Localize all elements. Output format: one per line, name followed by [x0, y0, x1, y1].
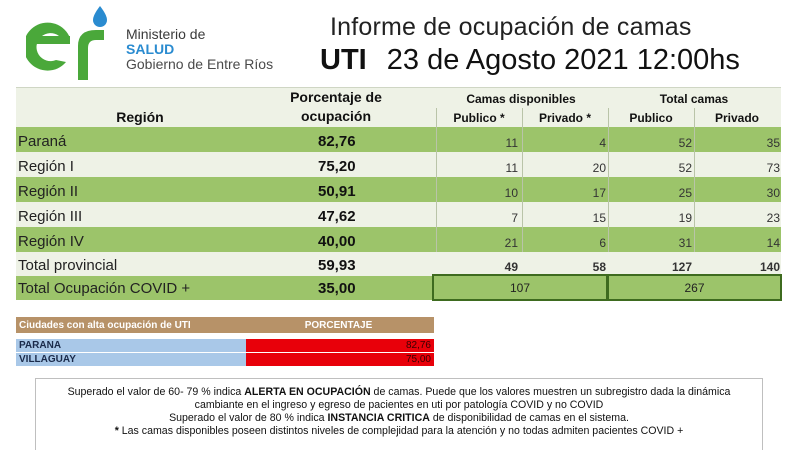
- note-asterisk: *: [114, 425, 119, 437]
- row-tot-pub: 52: [678, 161, 692, 175]
- note-line-3: [36, 412, 762, 425]
- header-available-publico: Publico *: [453, 111, 505, 125]
- row-pct: 75,20: [318, 158, 356, 175]
- column-divider: [608, 108, 609, 276]
- row-pct: 59,93: [318, 257, 356, 274]
- row-tot-pub: 52: [678, 136, 692, 150]
- ministry-line3: Gobierno de Entre Ríos: [126, 56, 274, 72]
- note-text: de disponibilidad de camas en el sistema.: [429, 412, 629, 424]
- ministry-line1: Ministerio de: [126, 26, 206, 42]
- report-subtitle: [320, 44, 740, 77]
- ministry-line2: SALUD: [126, 41, 175, 57]
- city-pct: 75,00: [246, 353, 434, 367]
- report-date: 23 de Agosto 2021 12:00hs: [386, 44, 740, 76]
- row-name: Región IV: [18, 233, 84, 250]
- row-tot-pub: 127: [671, 260, 692, 274]
- table-row-total: [16, 252, 781, 276]
- row-avail-priv: 4: [599, 136, 606, 150]
- header-total: Total camas: [659, 92, 729, 106]
- row-avail-pub: 49: [504, 260, 518, 274]
- row-tot-pub: 31: [678, 236, 692, 250]
- column-divider: [436, 108, 437, 276]
- row-name: Paraná: [18, 133, 67, 150]
- notes-box: [35, 378, 763, 450]
- row-pct: 40,00: [318, 233, 356, 250]
- row-name: Total provincial: [18, 257, 118, 274]
- row-avail-priv: 6: [599, 236, 606, 250]
- note-text: Superado el valor de 60- 79 % indica: [67, 386, 245, 398]
- table-row: [16, 127, 781, 152]
- note-text: Las camas disponibles poseen distintos niveles de complejidad para la atención y no todas admiten pacientes COVID +: [118, 425, 684, 437]
- table-row: [16, 202, 781, 227]
- row-avail-priv: 17: [592, 186, 606, 200]
- high-occupancy-cities: [16, 317, 434, 367]
- row-tot-pub: 25: [678, 186, 692, 200]
- note-text: de camas. Puede que los valores muestren un subregistro dada la dinámica: [370, 386, 731, 398]
- table-row: [16, 152, 781, 177]
- cities-header: [16, 317, 434, 333]
- row-avail-priv: 15: [592, 211, 606, 225]
- city-row: [16, 339, 434, 353]
- header-region: Región: [116, 109, 164, 125]
- row-avail-priv: 58: [592, 260, 606, 274]
- row-tot-priv: 35: [766, 136, 780, 150]
- row-avail-pub: 21: [504, 236, 518, 250]
- city-name: VILLAGUAY: [16, 353, 246, 367]
- row-tot-priv: 14: [766, 236, 780, 250]
- column-divider: [694, 108, 695, 276]
- column-divider: [522, 108, 523, 276]
- row-pct: 47,62: [318, 208, 356, 225]
- city-name: PARANA: [16, 339, 246, 353]
- row-avail-pub: 11: [505, 161, 518, 175]
- cities-header-city: Ciudades con alta ocupación de UTI: [19, 319, 191, 331]
- row-avail-pub: 7: [511, 211, 518, 225]
- note-critical: INSTANCIA CRITICA: [327, 412, 430, 424]
- note-line-4: [36, 425, 762, 438]
- city-row: [16, 353, 434, 367]
- header-total-publico: Publico: [629, 111, 673, 125]
- cities-header-pct: PORCENTAJE: [304, 319, 373, 331]
- report-unit: UTI: [320, 44, 367, 76]
- table-row: [16, 227, 781, 252]
- note-line-2: cambiante en el ingreso y egreso de pacientes en uti por patología COVID y no COVID: [194, 399, 604, 411]
- row-name: Región I: [18, 158, 74, 175]
- note-text: Superado el valor de 80 % indica: [169, 412, 328, 424]
- city-pct: 82,76: [246, 339, 434, 353]
- ministry-label: [126, 27, 306, 72]
- note-alert: ALERTA EN OCUPACIÓN: [244, 386, 371, 398]
- header-total-privado: Privado: [714, 111, 759, 125]
- row-pct: 82,76: [318, 133, 356, 150]
- row-tot-pub: 19: [678, 211, 692, 225]
- row-name: Región III: [18, 208, 83, 225]
- report-title: Informe de ocupación de camas: [330, 13, 692, 41]
- note-line-1: [36, 386, 762, 399]
- header-pct-line1: Porcentaje de: [290, 89, 382, 105]
- header-available-privado: Privado *: [538, 111, 592, 125]
- row-pct: 35,00: [318, 279, 356, 297]
- covid-available-total: 107: [432, 274, 608, 301]
- row-avail-pub: 11: [505, 136, 518, 150]
- table-row: [16, 177, 781, 202]
- row-tot-priv: 23: [766, 211, 780, 225]
- row-tot-priv: 30: [766, 186, 780, 200]
- row-name: Total Ocupación COVID +: [18, 279, 191, 297]
- row-tot-priv: 73: [766, 161, 780, 175]
- row-avail-priv: 20: [592, 161, 606, 175]
- row-avail-pub: 10: [504, 186, 518, 200]
- header-pct-line2: ocupación: [300, 108, 371, 124]
- header-available: Camas disponibles: [466, 92, 576, 106]
- row-tot-priv: 140: [759, 260, 780, 274]
- er-logo: [26, 2, 118, 82]
- row-name: Región II: [18, 183, 79, 200]
- covid-beds-total: 267: [607, 274, 782, 301]
- row-pct: 50,91: [318, 183, 356, 200]
